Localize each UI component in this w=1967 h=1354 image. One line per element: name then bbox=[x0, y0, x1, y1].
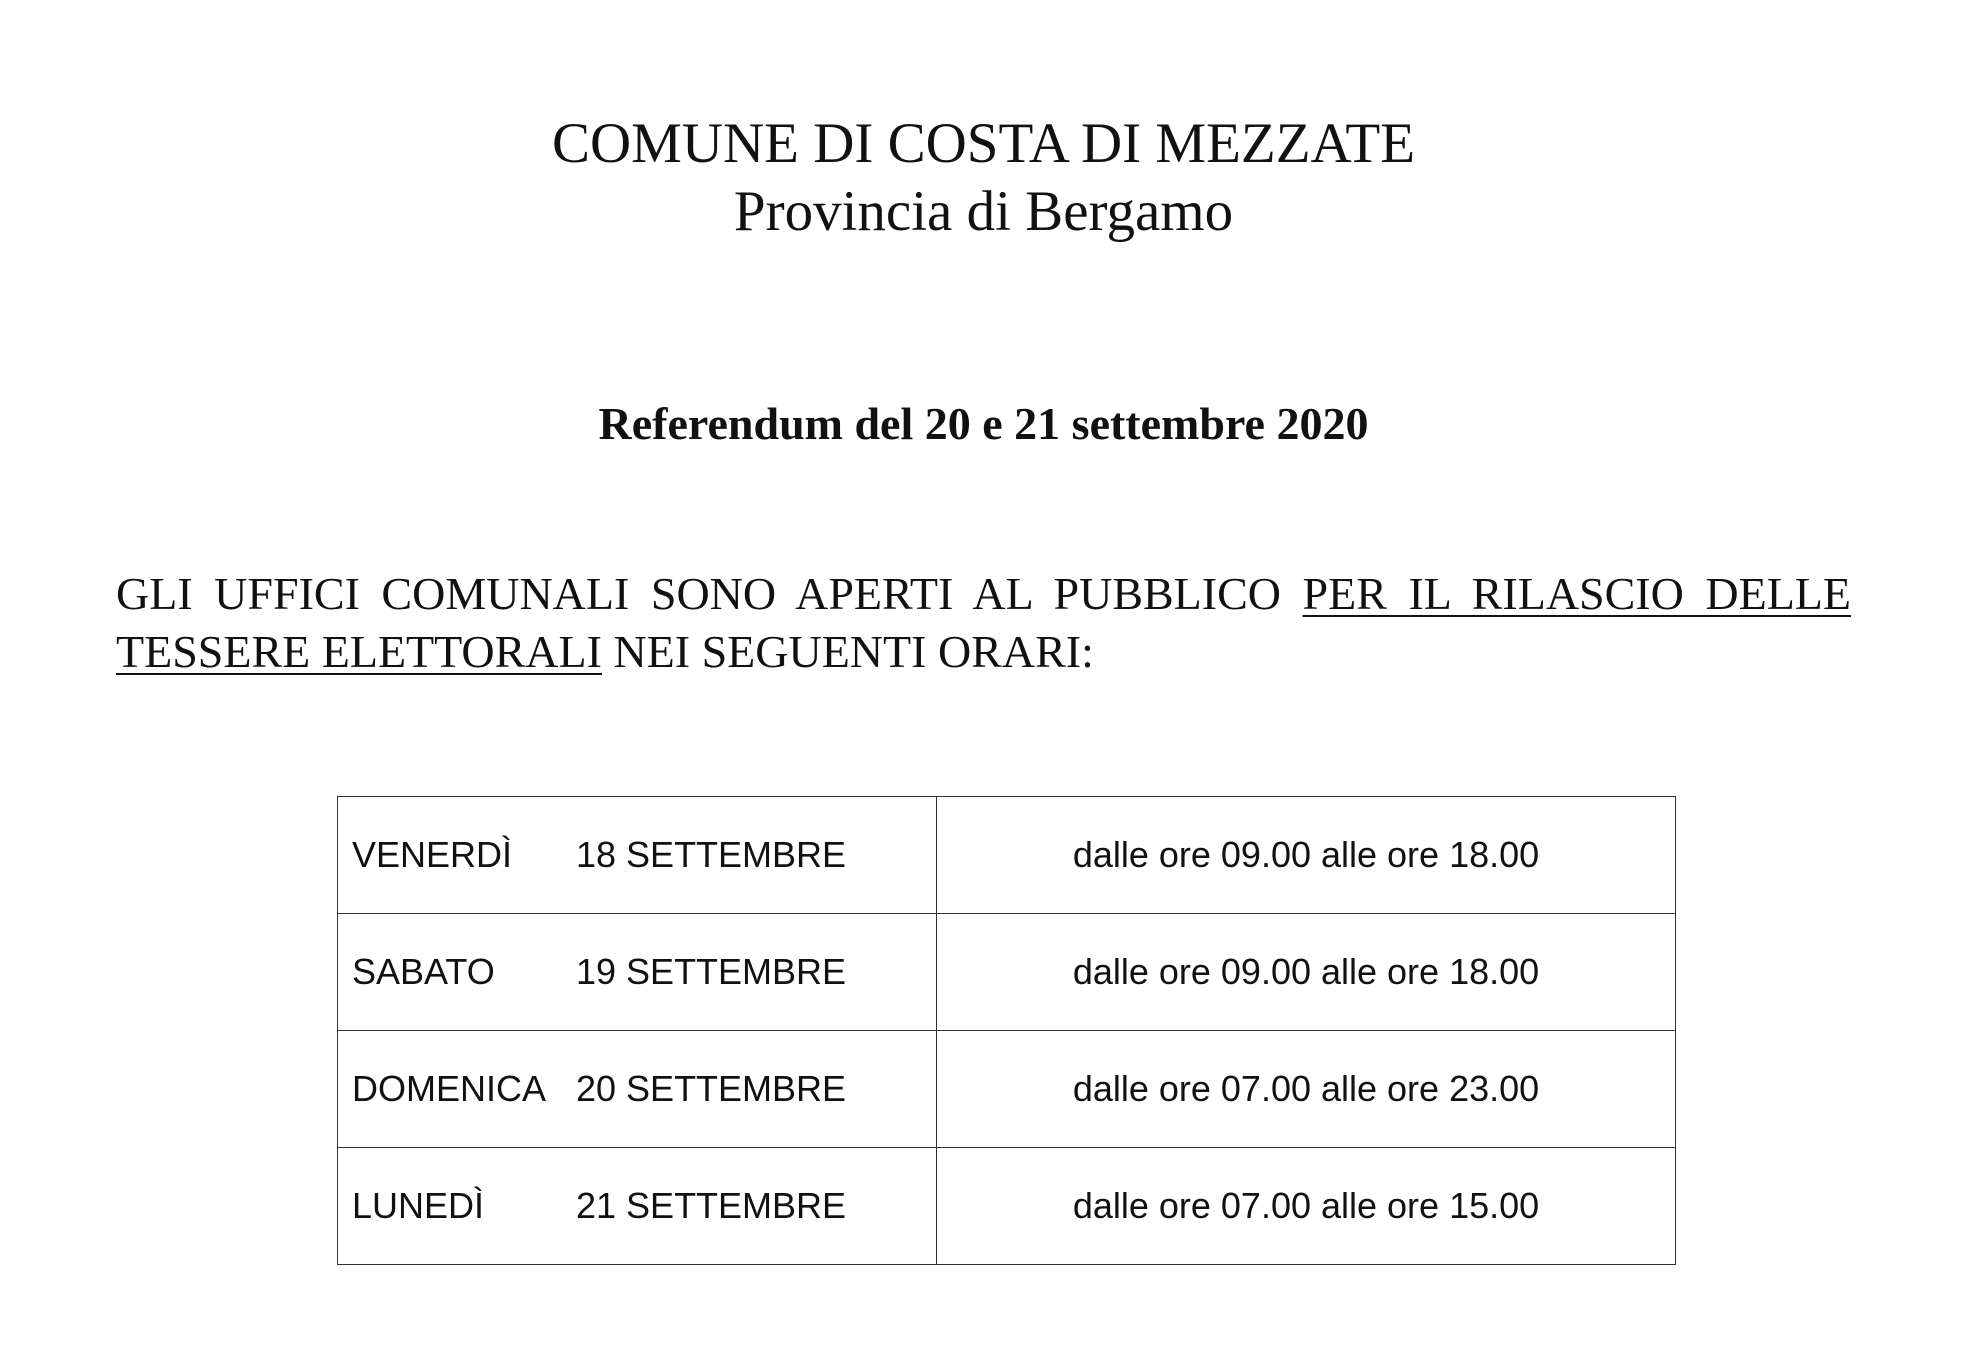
day-name: VENERDÌ bbox=[352, 834, 513, 875]
schedule-table bbox=[337, 796, 1676, 1265]
day-date-cell bbox=[338, 797, 937, 914]
notice-text-start: GLI UFFICI COMUNALI SONO APERTI AL PUBBLICO bbox=[116, 568, 1303, 619]
day-date-cell bbox=[338, 1148, 937, 1265]
opening-hours-cell: dalle ore 09.00 alle ore 18.00 bbox=[937, 797, 1676, 914]
office-hours-notice bbox=[116, 565, 1851, 681]
municipality-name: COMUNE DI COSTA DI MEZZATE bbox=[551, 112, 1416, 175]
date-label: 19 SETTEMBRE bbox=[576, 951, 847, 992]
notice-underlined-text: PER IL RILASCIO DELLE TESSERE ELETTORALI bbox=[116, 568, 1851, 677]
day-name: LUNEDÌ bbox=[352, 1185, 485, 1226]
date-label: 18 SETTEMBRE bbox=[576, 834, 847, 875]
day-date-cell bbox=[338, 1031, 937, 1148]
notice-text-end: NEI SEGUENTI ORARI: bbox=[601, 626, 1094, 677]
letterhead bbox=[0, 110, 1967, 246]
day-date-cell bbox=[338, 914, 937, 1031]
referendum-title: Referendum del 20 e 21 settembre 2020 bbox=[598, 398, 1369, 449]
day-name: SABATO bbox=[352, 951, 495, 992]
date-label: 20 SETTEMBRE bbox=[576, 1068, 847, 1109]
table-row bbox=[338, 1148, 1676, 1265]
day-name: DOMENICA bbox=[352, 1068, 547, 1109]
province-name: Provincia di Bergamo bbox=[733, 180, 1234, 243]
table-row bbox=[338, 914, 1676, 1031]
date-label: 21 SETTEMBRE bbox=[576, 1185, 847, 1226]
opening-hours-cell: dalle ore 07.00 alle ore 15.00 bbox=[937, 1148, 1676, 1265]
table-row bbox=[338, 1031, 1676, 1148]
opening-hours-cell: dalle ore 09.00 alle ore 18.00 bbox=[937, 914, 1676, 1031]
table-row bbox=[338, 797, 1676, 914]
opening-hours-cell: dalle ore 07.00 alle ore 23.00 bbox=[937, 1031, 1676, 1148]
